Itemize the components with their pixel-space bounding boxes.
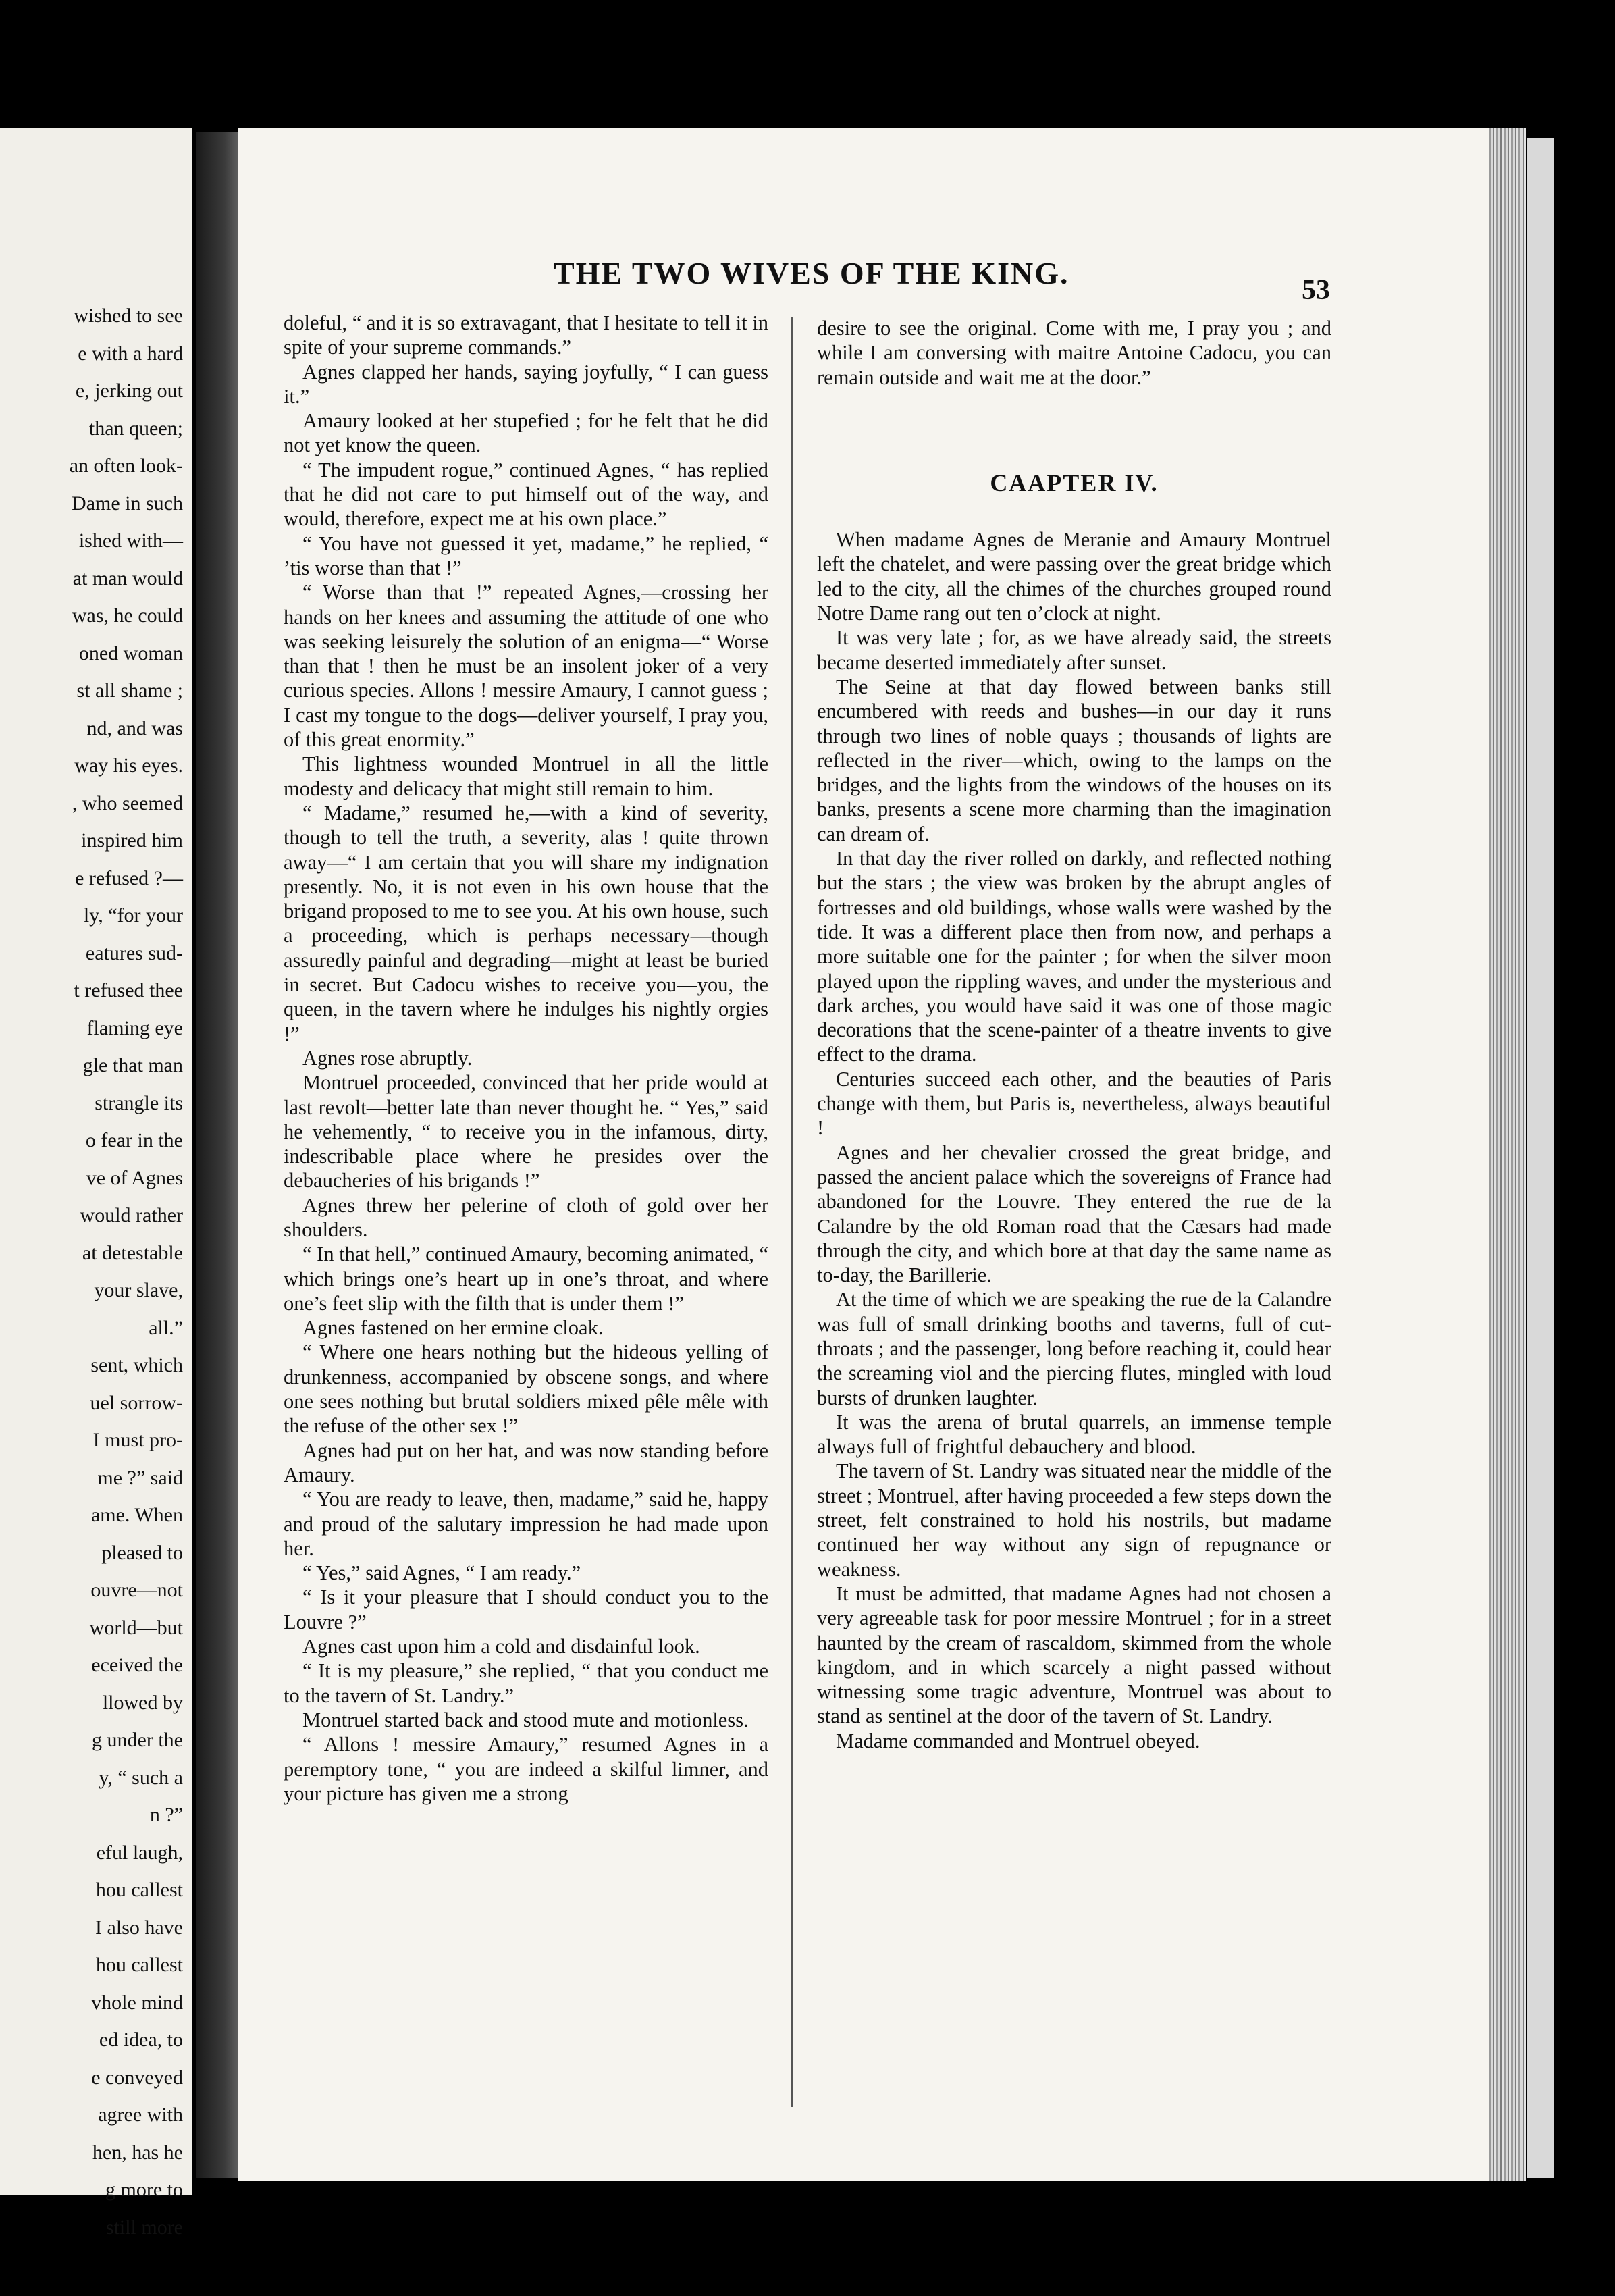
paragraph: It must be admitted, that madame Agnes had not chosen a very agreeable task for poor messire Montruel ; for in a street haunted by the cream of rascaldom, skimmed from the whole kingdom, and in which scarcely a night passed without witnessing some tragic adventure, Montruel was about to stand as sentinel at the door of the tavern of St. Landry. <box>817 1582 1331 1728</box>
paragraph: Centuries succeed each other, and the beauties of Paris change with them, but Paris is, nevertheless, always beautiful ! <box>817 1067 1331 1140</box>
book-gutter <box>196 132 243 2178</box>
paragraph: Amaury looked at her stupefied ; for he felt that he did not yet know the queen. <box>284 409 768 457</box>
paragraph: “ The impudent rogue,” continued Agnes, “ has replied that he did not care to put himself out of the way, and would, therefore, expect me at his own place.” <box>284 458 768 531</box>
facing-page-line: eceived the <box>91 1654 183 1676</box>
facing-page-line: st all shame ; <box>76 679 183 702</box>
facing-page-line: way his eyes. <box>74 754 183 777</box>
facing-page-line: ouvre—not <box>90 1579 183 1601</box>
page-edges <box>1489 128 1526 2181</box>
paragraph: Agnes fastened on her ermine cloak. <box>302 1316 604 1340</box>
facing-page-line: eful laugh, <box>96 1841 183 1864</box>
paragraph: Montruel proceeded, convinced that her pride would at last revolt—better late than never thought he. “ Yes,” said he vehemently, “ to receive you in the infamous, dirty, indescribable place where he presides over the debaucheries of his brigands !” <box>284 1071 768 1193</box>
facing-page-line: vhole mind <box>91 1991 183 2014</box>
paragraph: Agnes had put on her hat, and was now standing before Amaury. <box>284 1438 768 1486</box>
facing-page-line: ished with— <box>78 529 183 552</box>
paragraph: “ Worse than that !” repeated Agnes,—crossing her hands on her knees and assuming the attitude of one who was seeking leisurely the solution of an enigma—“ Worse than that ! then he must be an insolent joker of a very curious species. Allons ! messire Amaury, I cannot guess ; I cast my tongue to the dogs—deliver yourself, I pray you, of this great enormity.” <box>284 581 768 752</box>
facing-page-line: world—but <box>89 1616 183 1639</box>
chapter-heading: CAAPTER IV. <box>990 469 1159 496</box>
facing-page-line: ly, “for your <box>83 904 183 927</box>
paragraph: It was the arena of brutal quarrels, an immense temple always full of frightful debauchery and blood. <box>817 1410 1331 1459</box>
paragraph: Agnes threw her pelerine of cloth of gold over her shoulders. <box>284 1193 768 1241</box>
paragraph: “ Where one hears nothing but the hideous yelling of drunkenness, accompanied by obscene songs, and where one sees nothing but brutal soldiers mixed pêle mêle with the refuse of the other sex !” <box>284 1340 768 1438</box>
cover-edge <box>1527 138 1554 2178</box>
facing-page-line: nd, and was <box>86 716 183 739</box>
facing-page-line: oned woman <box>78 642 183 664</box>
facing-page-line: sent, which <box>90 1354 183 1376</box>
facing-page-line: eatures sud- <box>85 941 183 964</box>
facing-page-line: y, “ such a <box>99 1766 183 1789</box>
paragraph: “ Yes,” said Agnes, “ I am ready.” <box>302 1561 581 1585</box>
facing-page-line: wished to see <box>74 305 183 327</box>
facing-page-line: would rather <box>80 1204 183 1226</box>
facing-page-line: was, he could <box>72 604 183 627</box>
facing-page-line: e, jerking out <box>75 380 183 402</box>
paragraph: “ Allons ! messire Amaury,” resumed Agnes in a peremptory tone, “ you are indeed a skilful limner, and your picture has given me a strong <box>284 1733 768 1805</box>
facing-page-line: e with a hard <box>78 342 183 365</box>
text-column-right <box>817 316 1331 1753</box>
facing-page-line: g under the <box>92 1729 183 1751</box>
facing-page-line: ve of Agnes <box>86 1166 183 1189</box>
facing-page-line: I must pro- <box>92 1429 183 1451</box>
facing-page-line: pleased to <box>101 1541 183 1564</box>
facing-page-line: ed idea, to <box>99 2029 183 2051</box>
facing-page-line: t refused thee <box>74 979 183 1001</box>
paragraph: The tavern of St. Landry was situated near the middle of the street ; Montruel, after having proceeded a few steps down the street, felt constrained to hold his nostrils, but madame continued her way without any sign of repugnance or weakness. <box>817 1459 1331 1581</box>
facing-page-line: ame. When <box>90 1504 183 1526</box>
facing-page-line: e refused ?— <box>75 866 183 889</box>
paragraph: “ In that hell,” continued Amaury, becoming animated, “ which brings one’s heart up in one’s throat, and where one’s feet slip with the filth that is under them !” <box>284 1243 768 1315</box>
column-divider <box>791 317 793 2107</box>
facing-page-line: hou callest <box>95 1954 183 1976</box>
paragraph: Agnes cast upon him a cold and disdainful look. <box>302 1635 700 1659</box>
facing-page-line: e conveyed <box>91 2066 183 2089</box>
facing-page-line: hou callest <box>95 1879 183 1901</box>
paragraph: “ You are ready to leave, then, madame,” said he, happy and proud of the salutary impression he had made upon her. <box>284 1488 768 1560</box>
paragraph: doleful, “ and it is so extravagant, that I hesitate to tell it in spite of your supreme commands.” <box>284 311 768 359</box>
facing-page-line: than queen; <box>88 417 183 440</box>
paragraph: “ You have not guessed it yet, madame,” he replied, “ ’tis worse than that !” <box>284 531 768 579</box>
paragraph: “ Madame,” resumed he,—with a kind of severity, though to tell the truth, a severity, alas ! quite thrown away—“ I am certain that you will share my indignation presently. No, it is not even in his own house that the brigand proposed to me to see you. At his own house, such a proceeding, which is perhaps necessary—though assuredly painful and degrading—might at least be buried in secret. But Cadocu wishes to receive you—you, the queen, in the tavern where he indulges his nightly orgies !” <box>284 801 768 1045</box>
facing-page-line: I also have <box>95 1916 183 1939</box>
paragraph: This lightness wounded Montruel in all the little modesty and delicacy that might still remain to him. <box>284 752 768 800</box>
facing-page-line: strangle its <box>95 1091 183 1114</box>
paragraph: It was very late ; for, as we have already said, the streets became deserted immediately after sunset. <box>817 626 1331 674</box>
facing-page-line: at man would <box>72 567 183 590</box>
paragraph: desire to see the original. Come with me, I pray you ; and while I am conversing with maitre Antoine Cadocu, you can remain outside and wait me at the door.” <box>817 317 1331 389</box>
facing-page-line: agree with <box>98 2104 183 2126</box>
paragraph: Madame commanded and Montruel obeyed. <box>836 1729 1200 1752</box>
facing-page-line: me ?” said <box>97 1466 183 1489</box>
paragraph: “ It is my pleasure,” she replied, “ that you conduct me to the tavern of St. Landry.” <box>284 1659 768 1707</box>
facing-page-line: inspired him <box>81 829 183 852</box>
facing-page-line: at detestable <box>82 1241 183 1264</box>
paragraph: Agnes rose abruptly. <box>302 1046 473 1070</box>
paragraph: “ Is it your pleasure that I should conduct you to the Louvre ?” <box>284 1586 768 1634</box>
facing-page-line: your slave, <box>94 1279 183 1301</box>
facing-page-line: hen, has he <box>92 2141 183 2164</box>
facing-page-line: n ?” <box>149 1804 183 1826</box>
paragraph: The Seine at that day flowed between banks still encumbered with reeds and bushes—in our day it runs through two lines of noble quays ; thousands of lights are reflected in the river—which, owing to the lamps on the bridges, and the lights from the windows of the houses on its banks, presents a scene more charming than the imagination can dream of. <box>817 675 1331 845</box>
page-number: 53 <box>1302 275 1330 306</box>
facing-page-line: uel sorrow- <box>90 1391 183 1414</box>
facing-page-line: o fear in the <box>85 1129 183 1151</box>
paragraph: Montruel started back and stood mute and motionless. <box>302 1708 749 1731</box>
facing-page-line: gle that man <box>82 1054 183 1076</box>
running-title: THE TWO WIVES OF THE KING. <box>554 256 1069 290</box>
facing-page-line: , who seemed <box>72 791 183 814</box>
text-column-left <box>284 311 768 1806</box>
paragraph: At the time of which we are speaking the rue de la Calandre was full of small drinking booths and taverns, full of cut-throats ; and the passenger, long before reaching it, could hear the screaming viol and the piercing flutes, mingled with loud bursts of drunken laughter. <box>817 1288 1331 1409</box>
facing-page-fragment <box>0 128 192 2239</box>
paragraph: Agnes and her chevalier crossed the great bridge, and passed the ancient palace which the sovereigns of France had abandoned for the Louvre. They entered the rue de la Calandre by the old Roman road that the Cæsars had made through the city, and which bore at that day the same name as to-day, the Barillerie. <box>817 1141 1331 1287</box>
facing-page-line: llowed by <box>102 1691 183 1714</box>
facing-page-line: flaming eye <box>86 1016 183 1039</box>
facing-page-line: Dame in such <box>72 492 183 515</box>
facing-page-line: all.” <box>149 1316 183 1339</box>
paragraph: Agnes clapped her hands, saying joyfully, “ I can guess it.” <box>284 360 768 408</box>
facing-page-line: g more to <box>105 2178 183 2201</box>
paragraph: In that day the river rolled on darkly, and reflected nothing but the stars ; the view was broken by the abrupt angles of fortresses and old buildings, whose walls were washed by the tide. It was a different place then from now, and perhaps a more suitable one for the painter ; for when the silver moon played upon the rippling waves, and under the mysterious and dark arches, you would have said it was one of those magic decorations that the scene-painter of a theatre invents to give effect to the drama. <box>817 847 1331 1066</box>
facing-page-line: an often look- <box>69 454 183 477</box>
paragraph: When madame Agnes de Meranie and Amaury Montruel left the chatelet, and were passing over the great bridge which led to the city, all the chimes of the churches grouped round Notre Dame rang out ten o’clock at night. <box>817 528 1331 625</box>
facing-page-line: still more <box>105 2216 183 2239</box>
